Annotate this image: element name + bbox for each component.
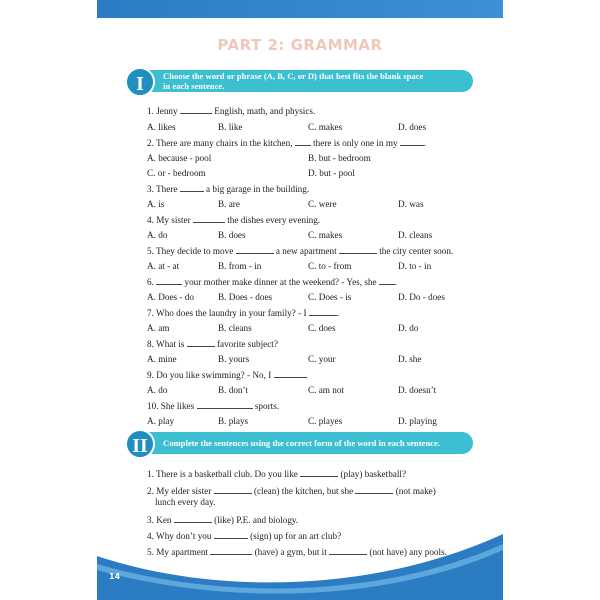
q8-option-d[interactable]: D. she xyxy=(398,354,422,364)
q6-option-b[interactable]: B. Does - does xyxy=(218,292,273,302)
q10-option-b[interactable]: B. plays xyxy=(218,416,249,426)
answer-blank[interactable] xyxy=(295,137,311,146)
section-1-instruction: Choose the word or phrase (A, B, C, or D) that best fits the blank space in each sentence. xyxy=(163,71,424,91)
answer-blank[interactable] xyxy=(180,105,212,114)
answer-blank[interactable] xyxy=(180,183,204,192)
q1-option-b[interactable]: B. like xyxy=(218,122,243,132)
q3-option-d[interactable]: D. was xyxy=(398,199,424,209)
q3-option-c[interactable]: C. were xyxy=(308,199,337,209)
q4-option-a[interactable]: A. do xyxy=(147,230,168,240)
q8-option-c[interactable]: C. your xyxy=(308,354,336,364)
answer-blank[interactable] xyxy=(379,276,395,285)
q7-option-a[interactable]: A. am xyxy=(147,323,170,333)
q10-option-a[interactable]: A. play xyxy=(147,416,175,426)
answer-blank[interactable] xyxy=(309,307,337,316)
q2-option-d[interactable]: D. but - pool xyxy=(308,168,355,178)
completion-item-5: 5. My apartment (have) a gym, but it (not have) any pools. xyxy=(147,547,447,557)
q4-option-d[interactable]: D. cleans xyxy=(398,230,433,240)
page-title: PART 2: GRAMMAR xyxy=(217,36,383,54)
answer-blank[interactable] xyxy=(193,214,225,223)
footer-wave xyxy=(97,520,503,600)
question-5: 5. They decide to move a new apartment the city center soon. xyxy=(147,246,454,256)
q1-option-a[interactable]: A. likes xyxy=(147,122,176,132)
q9-option-d[interactable]: D. doesn’t xyxy=(398,385,437,395)
q7-option-b[interactable]: B. cleans xyxy=(218,323,252,333)
section-2-numeral: II xyxy=(125,429,155,459)
completion-item-4: 4. Why don’t you (sign) up for an art club? xyxy=(147,531,342,541)
answer-blank[interactable] xyxy=(400,137,424,146)
completion-item-1: 1. There is a basketball club. Do you like (play) basketball? xyxy=(147,469,407,479)
q6-option-d[interactable]: D. Do - does xyxy=(398,292,445,302)
q3-option-b[interactable]: B. are xyxy=(218,199,240,209)
question-8: 8. What is favorite subject? xyxy=(147,339,278,349)
q4-option-c[interactable]: C. makes xyxy=(308,230,343,240)
question-1: 1. Jenny English, math, and physics. xyxy=(147,106,316,116)
q4-option-b[interactable]: B. does xyxy=(218,230,246,240)
q2-option-a[interactable]: A. because - pool xyxy=(147,153,212,163)
completion-item-2-continued: lunch every day. xyxy=(155,497,216,507)
q6-option-a[interactable]: A. Does - do xyxy=(147,292,194,302)
answer-blank[interactable] xyxy=(187,338,215,347)
q2-option-b[interactable]: B. but - bedroom xyxy=(308,153,371,163)
q7-option-d[interactable]: D. do xyxy=(398,323,419,333)
question-4: 4. My sister the dishes every evening. xyxy=(147,215,321,225)
top-color-strip xyxy=(97,0,503,18)
q3-option-a[interactable]: A. is xyxy=(147,199,165,209)
q8-option-b[interactable]: B. yours xyxy=(218,354,250,364)
q1-option-c[interactable]: C. makes xyxy=(308,122,343,132)
q2-option-c[interactable]: C. or - bedroom xyxy=(147,168,206,178)
section-2-instruction: Complete the sentences using the correct form of the word in each sentence. xyxy=(163,438,440,448)
answer-blank[interactable] xyxy=(300,468,338,477)
answer-blank[interactable] xyxy=(197,400,253,409)
question-3: 3. There a big garage in the building. xyxy=(147,184,310,194)
answer-blank[interactable] xyxy=(339,245,377,254)
answer-blank[interactable] xyxy=(355,485,393,494)
q9-option-c[interactable]: C. am not xyxy=(308,385,344,395)
question-7: 7. Who does the laundry in your family? - I . xyxy=(147,308,340,318)
page-number: 14 xyxy=(109,572,121,581)
question-9: 9. Do you like swimming? - No, I . xyxy=(147,370,308,380)
q9-option-a[interactable]: A. do xyxy=(147,385,168,395)
section-1-numeral: I xyxy=(125,67,155,97)
section-2-banner xyxy=(127,432,473,457)
q9-option-b[interactable]: B. don’t xyxy=(218,385,248,395)
q10-option-d[interactable]: D. playing xyxy=(398,416,437,426)
question-2: 2. There are many chairs in the kitchen, there is only one in my . xyxy=(147,138,427,148)
q10-option-c[interactable]: C. playes xyxy=(308,416,343,426)
answer-blank[interactable] xyxy=(236,245,274,254)
answer-blank[interactable] xyxy=(274,369,306,378)
answer-blank[interactable] xyxy=(214,485,252,494)
q5-option-d[interactable]: D. to - in xyxy=(398,261,432,271)
q5-option-a[interactable]: A. at - at xyxy=(147,261,180,271)
answer-blank[interactable] xyxy=(156,276,182,285)
q6-option-c[interactable]: C. Does - is xyxy=(308,292,352,302)
q8-option-a[interactable]: A. mine xyxy=(147,354,177,364)
completion-item-2: 2. My elder sister (clean) the kitchen, but she (not make) xyxy=(147,486,436,496)
worksheet-page xyxy=(97,0,503,600)
q1-option-d[interactable]: D. does xyxy=(398,122,427,132)
q5-option-c[interactable]: C. to - from xyxy=(308,261,352,271)
question-10: 10. She likes sports. xyxy=(147,401,280,411)
q5-option-b[interactable]: B. from - in xyxy=(218,261,262,271)
q7-option-c[interactable]: C. does xyxy=(308,323,336,333)
section-1-banner xyxy=(127,70,473,95)
question-6: 6. your mother make dinner at the weekend? - Yes, she . xyxy=(147,277,398,287)
completion-item-3: 3. Ken (like) P.E. and biology. xyxy=(147,515,299,525)
